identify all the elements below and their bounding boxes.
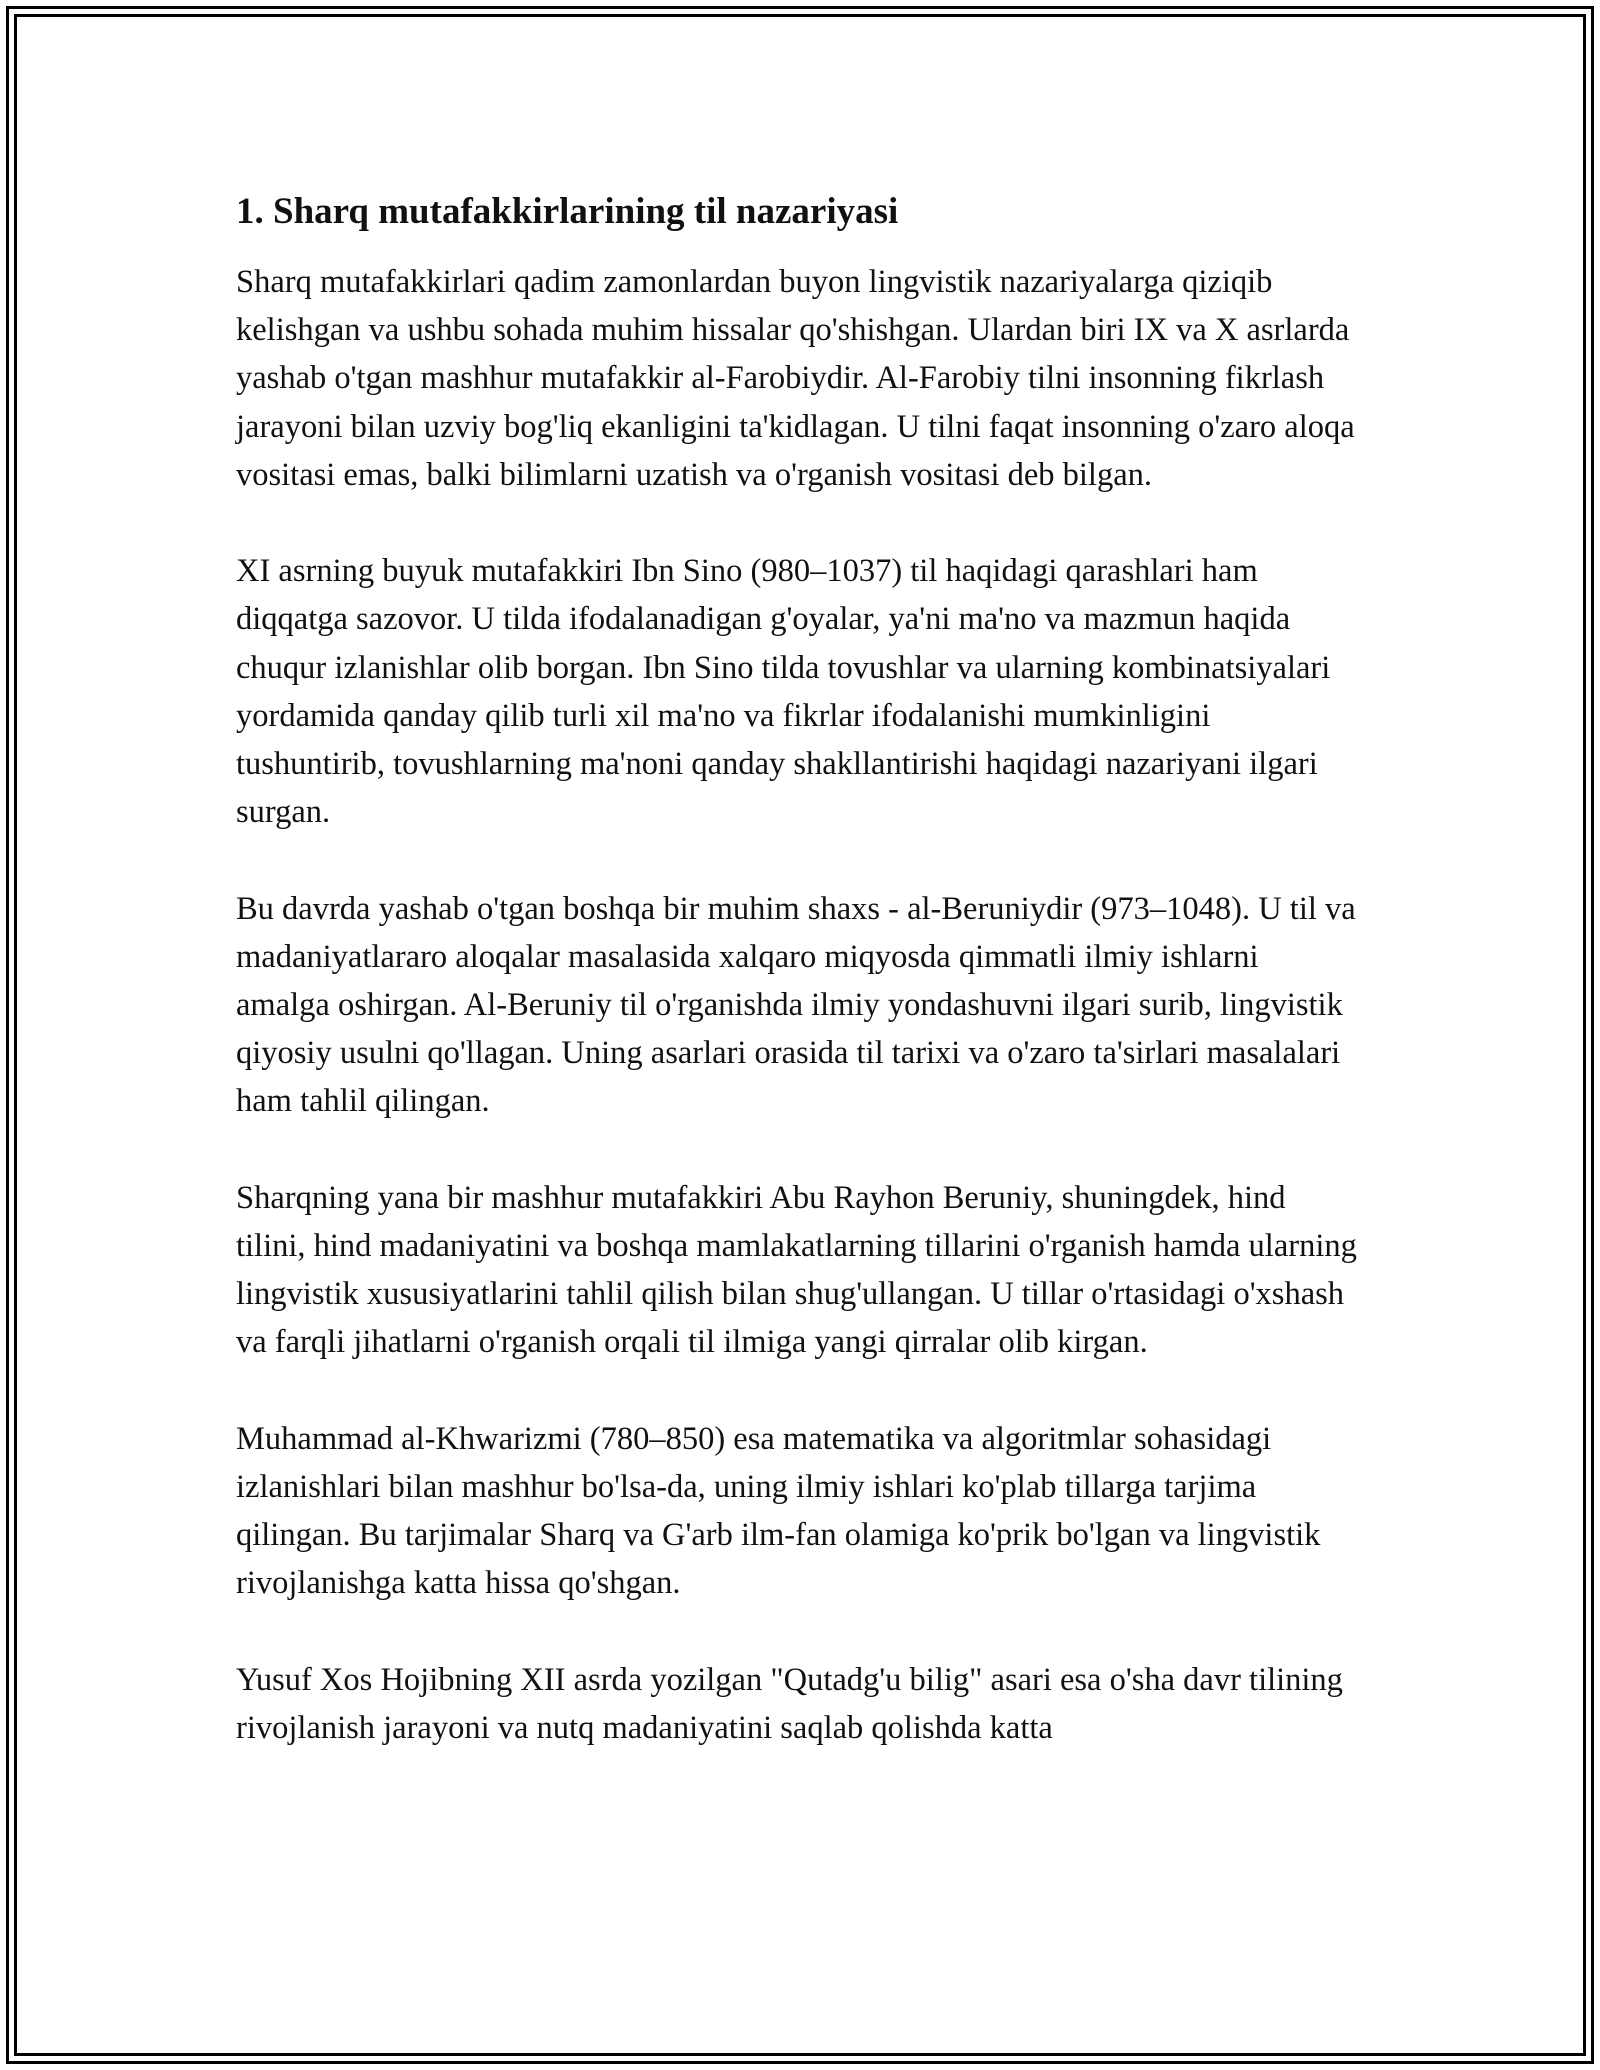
paragraph-al-khwarizmi: Muhammad al-Khwarizmi (780–850) esa matematika va algoritmlar sohasidagi izlanishlari bilan mashhur bo'lsa-da, uning ilmiy ishlari ko'plab tillarga tarjima qilingan. Bu tarjimalar Sharq va G'arb ilm-fan olamiga ko'prik bo'lgan va lingvistik rivojlanishga katta hissa qo'shgan. [236,1420,1321,1602]
paragraph-ibn-sino: XI asrning buyuk mutafakkiri Ibn Sino (980–1037) til haqidagi qarashlari ham diqqatga sazovor. U tilda ifodalanadigan g'oyalar, ya'ni ma'no va mazmun haqida chuqur izlanishlar olib borgan. Ibn Sino tilda tovushlar va ularning kombinatsiyalari yordamida qanday qilib turli xil ma'no va fikrlar ifodalanishi mumkinligini tushuntirib, tovushlarning ma'noni qanday shakllantirishi haqidagi nazariyani ilgari surgan. [236,553,1331,831]
paragraph-al-farobiy: Sharq mutafakkirlari qadim zamonlardan buyon lingvistik nazariyalarga qiziqib kelishgan va ushbu sohada muhim hissalar qo'shishgan. Ulardan biri IX va X asrlarda yashab o'tgan mashhur mutafakkir al-Farobiydir. Al-Farobiy tilni insonning fikrlash jarayoni bilan uzviy bog'liq ekanligini ta'kidlagan. U tilni faqat insonning o'zaro aloqa vositasi emas, balki bilimlarni uzatish va o'rganish vositasi deb bilgan. [236,264,1355,493]
paragraph-abu-rayhon-beruniy: Sharqning yana bir mashhur mutafakkiri Abu Rayhon Beruniy, shuningdek, hind tilini, hind madaniyatini va boshqa mamlakatlarning tillarini o'rganish hamda ularning lingvistik xususiyatlarini tahlil qilish bilan shug'ullangan. U tillar o'rtasidagi o'xshash va farqli jihatlarni o'rganish orqali til ilmiga yangi qirralar olib kirgan. [236,1179,1357,1361]
document-body [236,188,1360,1800]
paragraph-yusuf-xos-hojib: Yusuf Xos Hojibning XII asrda yozilgan "Qutadg'u bilig" asari esa o'sha davr tilining rivojlanish jarayoni va nutq madaniyatini saqlab qolishda katta [236,1661,1343,1747]
paragraph-al-beruniy: Bu davrda yashab o'tgan boshqa bir muhim shaxs - al-Beruniydir (973–1048). U til va madaniyatlararo aloqalar masalasida xalqaro miqyosda qimmatli ilmiy ishlarni amalga oshirgan. Al-Beruniy til o'rganishda ilmiy yondashuvni ilgari surib, lingvistik qiyosiy usulni qo'llagan. Uning asarlari orasida til tarixi va o'zaro ta'sirlari masalalari ham tahlil qilingan. [236,890,1356,1120]
section-heading: 1. Sharq mutafakkirlarining til nazariyasi [236,191,899,232]
